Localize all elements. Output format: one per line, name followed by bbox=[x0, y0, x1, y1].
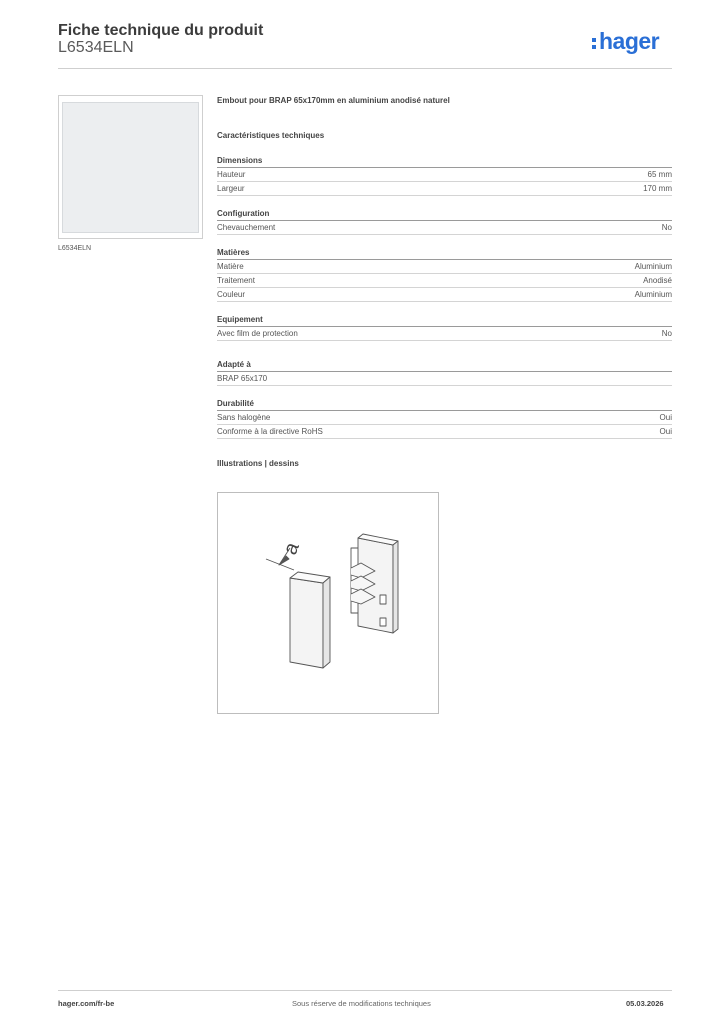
product-description: Embout pour BRAP 65x170mm en aluminium anodisé naturel bbox=[217, 96, 450, 105]
group-title-compatible: Adapté à bbox=[217, 360, 672, 372]
section-title: Caractéristiques techniques bbox=[217, 131, 325, 140]
spec-row bbox=[217, 182, 672, 196]
spec-label: BRAP 65x170 bbox=[217, 374, 268, 383]
spec-row bbox=[217, 221, 672, 235]
spec-label: Chevauchement bbox=[217, 223, 276, 232]
dimension-label: a bbox=[279, 539, 304, 558]
cap-side bbox=[393, 541, 398, 633]
spec-label: Matière bbox=[217, 262, 244, 271]
spec-row bbox=[217, 288, 672, 302]
end-plate-side bbox=[323, 577, 330, 668]
group-title-materials: Matières bbox=[217, 248, 672, 260]
footer-disclaimer: Sous réserve de modifications techniques bbox=[292, 999, 431, 1008]
clip-notch bbox=[380, 595, 386, 604]
spec-label: Sans halogène bbox=[217, 413, 271, 422]
specifications-column bbox=[217, 96, 672, 471]
thumbnail-caption: L6534ELN bbox=[58, 245, 92, 252]
spec-value: Aluminium bbox=[634, 290, 672, 299]
end-plate-face bbox=[290, 578, 323, 668]
spec-row bbox=[217, 372, 672, 386]
spec-row bbox=[217, 274, 672, 288]
spec-label: Largeur bbox=[217, 184, 245, 193]
clip-notch bbox=[380, 618, 386, 626]
spec-value: No bbox=[661, 329, 672, 338]
illustrations-title: Illustrations | dessins bbox=[217, 459, 299, 468]
spacer bbox=[217, 341, 672, 360]
footer-divider bbox=[58, 990, 672, 991]
spec-row bbox=[217, 425, 672, 439]
spec-value: Oui bbox=[659, 413, 672, 422]
spec-row bbox=[217, 327, 672, 341]
spec-row bbox=[217, 260, 672, 274]
spec-value: Aluminium bbox=[634, 262, 672, 271]
spec-value: 170 mm bbox=[643, 184, 672, 193]
spec-label: Avec film de protection bbox=[217, 329, 298, 338]
spec-label: Traitement bbox=[217, 276, 255, 285]
product-thumbnail bbox=[58, 95, 203, 239]
spec-label: Couleur bbox=[217, 290, 246, 299]
header-divider bbox=[58, 68, 672, 69]
spec-value: 65 mm bbox=[647, 170, 672, 179]
spec-label: Conforme à la directive RoHS bbox=[217, 427, 323, 436]
logo-colon-icon bbox=[592, 36, 597, 50]
document-title: Fiche technique du produit bbox=[58, 22, 264, 39]
spec-value: Oui bbox=[659, 427, 672, 436]
footer-website-link[interactable]: hager.com/fr-be bbox=[58, 999, 115, 1008]
footer-date: 05.03.2026 bbox=[626, 999, 664, 1008]
technical-drawing bbox=[217, 492, 439, 714]
spec-value: Anodisé bbox=[643, 276, 672, 285]
spec-row bbox=[217, 168, 672, 182]
group-title-dimensions: Dimensions bbox=[217, 156, 672, 168]
spec-row bbox=[217, 411, 672, 425]
product-image bbox=[62, 102, 199, 233]
spec-value: No bbox=[661, 223, 672, 232]
end-cap-drawing bbox=[218, 493, 438, 713]
hager-logo bbox=[592, 28, 659, 55]
group-title-equipment: Equipement bbox=[217, 315, 672, 327]
group-title-durability: Durabilité bbox=[217, 399, 672, 411]
product-reference: L6534ELN bbox=[58, 39, 134, 56]
spec-label: Hauteur bbox=[217, 170, 246, 179]
logo-text: hager bbox=[599, 28, 660, 54]
group-title-configuration: Configuration bbox=[217, 209, 672, 221]
